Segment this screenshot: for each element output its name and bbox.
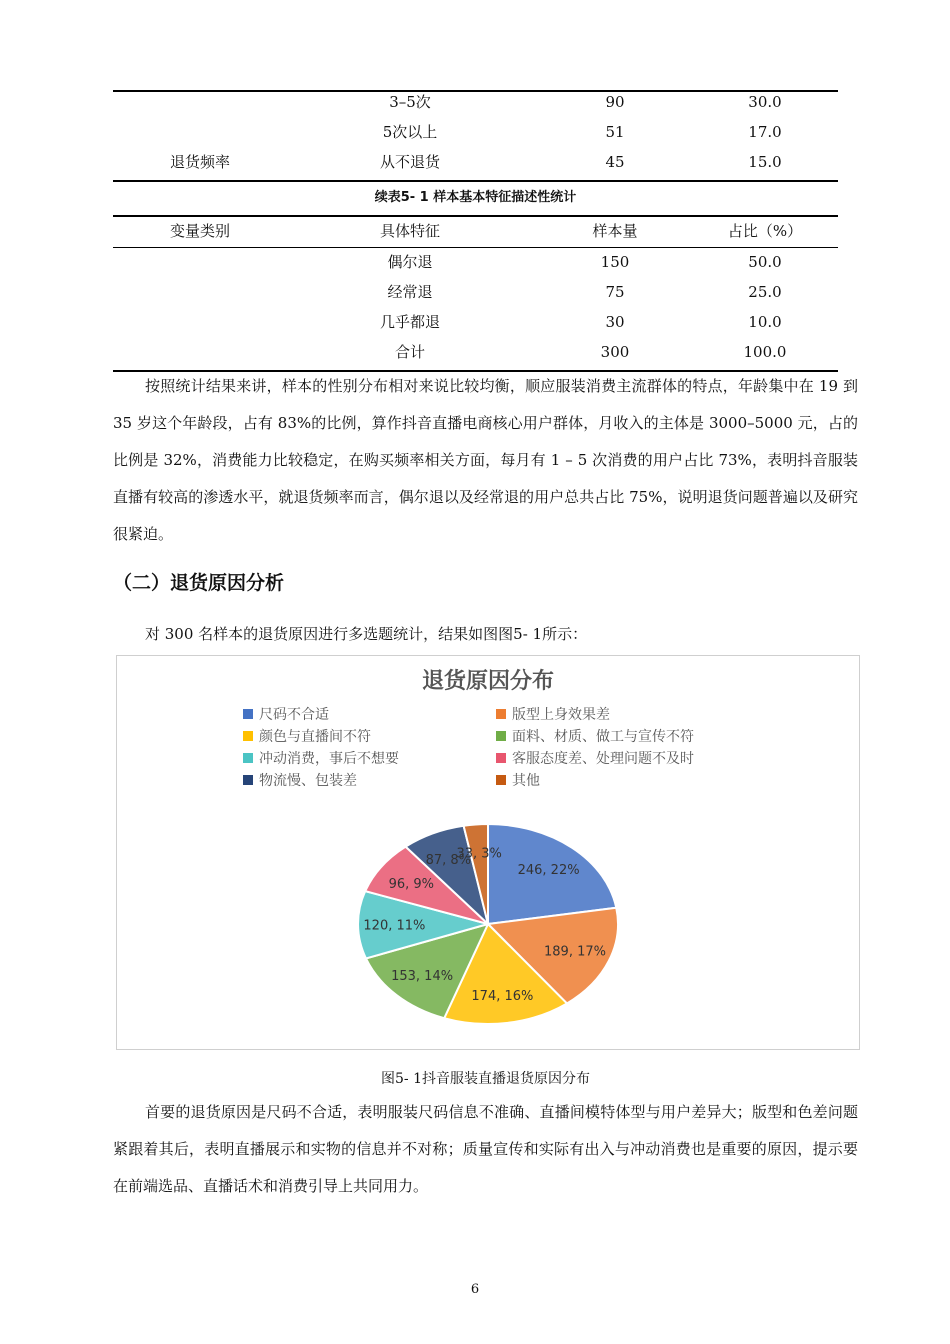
- legend-swatch: [243, 775, 253, 785]
- table-cell-count: 90: [605, 93, 625, 111]
- table-row: 5次以上: [382, 123, 438, 141]
- table-cell-category: 退货频率: [169, 153, 230, 171]
- table-bottom-rule: [113, 180, 838, 182]
- table-cell-pct: 30.0: [748, 93, 782, 111]
- pie-data-label: 120, 11%: [363, 918, 426, 934]
- legend-swatch: [496, 731, 506, 741]
- table-top-rule: [113, 215, 838, 217]
- table-cell-count: 30: [605, 313, 625, 331]
- legend-swatch: [243, 731, 253, 741]
- legend-label: 颜色与直播间不符: [259, 729, 371, 745]
- table-cell-pct: 100.0: [743, 343, 787, 361]
- legend-label: 冲动消费，事后不想要: [259, 751, 399, 767]
- page-number: 6: [470, 1282, 480, 1297]
- section-heading: （二）退货原因分析: [113, 572, 285, 594]
- legend-swatch: [496, 753, 506, 763]
- table-cell-count: 150: [600, 253, 630, 271]
- table-cell-pct: 50.0: [748, 253, 782, 271]
- table-row: 经常退: [387, 283, 433, 301]
- body-paragraph: 按照统计结果来讲，样本的性别分布相对来说比较均衡，顺应服装消费主流群体的特点，年龄集中在 19 到 35 岁这个年龄段，占有 83%的比例，算作抖音直播电商核心用户群体，月收入的主体是 3000–5000 元，占的比例是 32%，消费能力比较稳定，在购买频率相关方面，每月有 1 – 5 次消费的用户占比 73%，表明抖音服装直播有较高的渗透水平，就退货频率而言，偶尔退以及经常退的用户总共占比 75%，说明退货问题普遍以及研究很紧迫。: [113, 377, 858, 543]
- legend-label: 其他: [512, 773, 540, 789]
- table-cell-pct: 17.0: [748, 123, 782, 141]
- figure-caption: 图5- 1抖音服装直播退货原因分布: [381, 1071, 590, 1087]
- table-cell-pct: 10.0: [748, 313, 782, 331]
- table-header-rule: [113, 247, 838, 248]
- chart-legend: [243, 706, 694, 789]
- chart-title: 退货原因分布: [421, 669, 555, 694]
- table-caption: 续表5- 1 样本基本特征描述性统计: [374, 190, 577, 205]
- legend-label: 客服态度差、处理问题不及时: [512, 751, 694, 767]
- pie-data-label: 87, 8%: [425, 852, 472, 868]
- legend-swatch: [243, 753, 253, 763]
- pie-data-label: 246, 22%: [517, 863, 580, 879]
- table-row: 从不退货: [379, 153, 440, 171]
- legend-swatch: [496, 709, 506, 719]
- table-header: 占比（%）: [727, 222, 803, 240]
- legend-swatch: [243, 709, 253, 719]
- legend-label: 物流慢、包装差: [259, 773, 357, 789]
- legend-label: 尺码不合适: [259, 707, 329, 723]
- table-cell-pct: 25.0: [748, 283, 782, 301]
- table-cell-count: 300: [600, 343, 630, 361]
- pie-data-label: 153, 14%: [391, 969, 454, 985]
- pie-data-label: 189, 17%: [544, 944, 606, 960]
- body-paragraph: 对 300 名样本的退货原因进行多选题统计，结果如图图5- 1所示：: [145, 625, 588, 643]
- table-header: 变量类别: [169, 222, 230, 240]
- table-header: 样本量: [592, 222, 638, 240]
- table-cell-count: 51: [605, 123, 625, 141]
- pie-chart: [117, 656, 859, 1049]
- legend-label: 版型上身效果差: [512, 707, 610, 723]
- table-cell-count: 75: [605, 283, 625, 301]
- table-row: 偶尔退: [387, 253, 433, 271]
- body-paragraph: 首要的退货原因是尺码不合适，表明服装尺码信息不准确、直播间模特体型与用户差异大；版型和色差问题紧跟着其后，表明直播展示和实物的信息并不对称；质量宣传和实际有出入与冲动消费也是重要的原因，提示要在前端选品、直播话术和消费引导上共同用力。: [113, 1103, 858, 1195]
- pie-data-label: 174, 16%: [471, 989, 534, 1005]
- pie-data-label: 33, 3%: [456, 846, 502, 862]
- table-row: 几乎都退: [379, 313, 440, 331]
- table-row-total: 合计: [394, 343, 425, 361]
- pie-data-label: 96, 9%: [388, 876, 435, 892]
- table-header: 具体特征: [379, 222, 440, 240]
- legend-label: 面料、材质、做工与宣传不符: [512, 729, 694, 745]
- table-cell-pct: 15.0: [748, 153, 782, 171]
- chart-container: [116, 655, 860, 1050]
- table-cell-count: 45: [605, 153, 625, 171]
- table-row: 3–5次: [389, 93, 431, 111]
- legend-swatch: [496, 775, 506, 785]
- table-top-rule: [113, 90, 838, 92]
